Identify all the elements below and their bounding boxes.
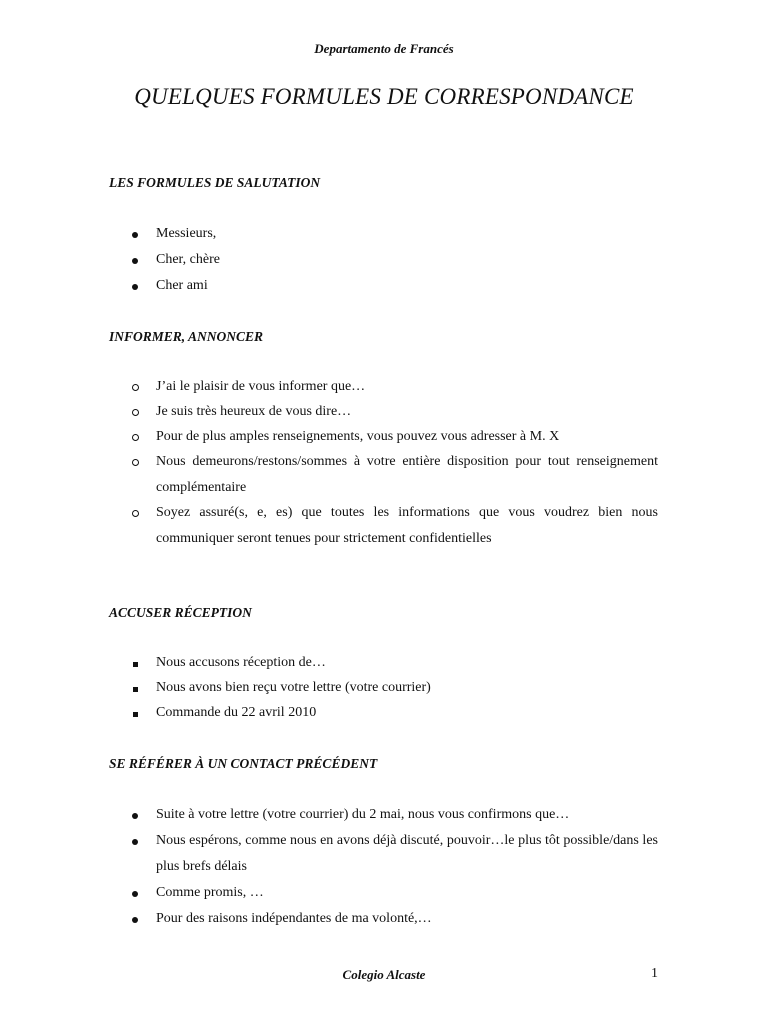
bullet-disc-icon	[129, 912, 141, 928]
list-item-text: Nous avons bien reçu votre lettre (votre courrier)	[156, 680, 431, 695]
footer-school: Colegio Alcaste	[342, 967, 426, 982]
list-item-text: Nous demeurons/restons/sommes à votre entière disposition pour tout renseignement complémentaire	[156, 454, 658, 495]
page-title: QUELQUES FORMULES DE CORRESPONDANCE	[134, 84, 634, 109]
bullet-disc-icon	[129, 227, 141, 243]
bullet-square-icon	[129, 706, 141, 722]
list-item-text: Nous espérons, comme nous en avons déjà discuté, pouvoir…le plus tôt possible/dans les plus brefs délais	[156, 833, 658, 874]
list-item-text: Je suis très heureux de vous dire…	[156, 404, 352, 419]
section-heading-salutation: LES FORMULES DE SALUTATION	[109, 175, 321, 190]
list-item-text: Pour de plus amples renseignements, vous pouvez vous adresser à M. X	[156, 429, 560, 444]
bullet-disc-icon	[129, 886, 141, 902]
bullet-circle-icon	[129, 405, 141, 421]
section-heading-informer: INFORMER, ANNONCER	[109, 329, 264, 344]
page-header: Departamento de Francés	[314, 41, 454, 56]
section-heading-accuser: ACCUSER RÉCEPTION	[109, 605, 252, 620]
page-number: 1	[651, 966, 658, 981]
list-item-text: Soyez assuré(s, e, es) que toutes les informations que vous voudrez bien nous communiquer seront tenues pour strictement confidentielles	[156, 505, 658, 546]
bullet-circle-icon	[129, 380, 141, 396]
list-item-text: Comme promis, …	[156, 885, 264, 900]
bullet-square-icon	[129, 656, 141, 672]
list-item-text: Pour des raisons indépendantes de ma volonté,…	[156, 911, 432, 926]
list-item-text: Cher, chère	[156, 252, 220, 267]
bullet-circle-icon	[129, 506, 141, 522]
bullet-circle-icon	[129, 455, 141, 471]
list-item-text: J’ai le plaisir de vous informer que…	[156, 379, 366, 394]
bullet-disc-icon	[129, 253, 141, 269]
bullet-circle-icon	[129, 430, 141, 446]
bullet-disc-icon	[129, 834, 141, 850]
bullet-disc-icon	[129, 279, 141, 295]
bullet-disc-icon	[129, 808, 141, 824]
bullet-square-icon	[129, 681, 141, 697]
list-item-text: Nous accusons réception de…	[156, 655, 326, 670]
section-heading-referer: SE RÉFÉRER À UN CONTACT PRÉCÉDENT	[109, 756, 378, 771]
list-item-text: Commande du 22 avril 2010	[156, 705, 317, 720]
list-item-text: Messieurs,	[156, 226, 217, 241]
list-item-text: Suite à votre lettre (votre courrier) du 2 mai, nous vous confirmons que…	[156, 807, 570, 822]
list-item-text: Cher ami	[156, 278, 208, 293]
